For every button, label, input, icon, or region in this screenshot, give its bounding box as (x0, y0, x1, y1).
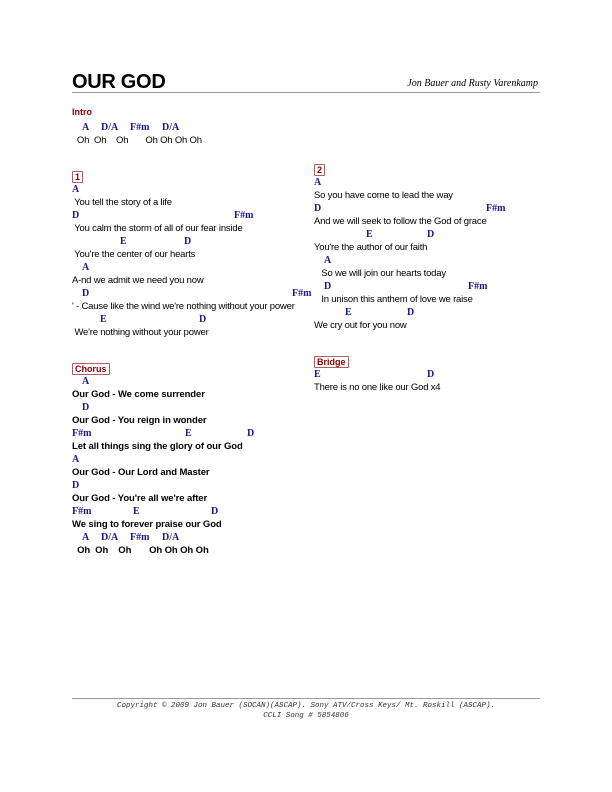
section-label-row (72, 167, 312, 183)
chord: D/A (162, 532, 180, 543)
lyric: You're the center of our hearts (72, 249, 196, 260)
song-line (314, 176, 544, 202)
section-label-row (314, 160, 544, 176)
chord: D (314, 203, 322, 214)
section-bridge (314, 352, 544, 394)
lyric: You calm the storm of all of our fear inside (72, 223, 243, 234)
chord-row (314, 368, 544, 381)
copyright-text: Copyright © 2009 Jon Bauer (SOCAN)(ASCAP). Sony ATV/Cross Keys/ Mt. Roskill (ASCAP). (116, 702, 496, 710)
chord: F#m (234, 210, 254, 221)
chord: D (427, 229, 435, 240)
chord: D/A (101, 532, 119, 543)
song-line (72, 427, 312, 453)
lyric: Our God - You reign in wonder (72, 415, 207, 426)
chord-row (72, 531, 312, 544)
chord: D (324, 281, 332, 292)
song-line (72, 375, 312, 401)
chord: F#m (72, 506, 92, 517)
lyric: So you have come to lead the way (314, 190, 453, 201)
chord: E (100, 314, 107, 325)
left-column (72, 106, 312, 557)
chord-row (72, 453, 312, 466)
section-lines (72, 121, 312, 147)
chord-row (72, 121, 312, 134)
section-label-row (72, 359, 312, 375)
chord-row (314, 254, 544, 267)
chord: F#m (468, 281, 488, 292)
chord: A (314, 177, 322, 188)
section-lines (314, 368, 544, 394)
chord-row (72, 209, 312, 222)
chord: D (184, 236, 192, 247)
chord: D (72, 210, 80, 221)
chord: A (324, 255, 332, 266)
section-lines (72, 375, 312, 557)
lyric: Let all things sing the glory of our God (72, 441, 243, 452)
song-line (72, 287, 312, 313)
right-column (314, 160, 544, 394)
chord: E (345, 307, 352, 318)
song-line (314, 254, 544, 280)
chord-row (72, 401, 312, 414)
chord-row (314, 280, 544, 293)
lyric: A-nd we admit we need you now (72, 275, 204, 286)
chord: F#m (130, 122, 150, 133)
song-header (72, 72, 540, 93)
lyric: And we will seek to follow the God of grace (314, 216, 487, 227)
chord: A (82, 262, 90, 273)
chord: D (407, 307, 415, 318)
chord: D (211, 506, 219, 517)
lyric: There is no one like our God x4 (314, 382, 441, 393)
chord-row (72, 313, 312, 326)
chord-row (72, 427, 312, 440)
song-line (72, 479, 312, 505)
song-line (72, 505, 312, 531)
copyright-footer (72, 698, 540, 721)
section-intro (72, 106, 312, 147)
song-line (72, 261, 312, 287)
section-label-bridge: Bridge (314, 356, 349, 368)
song-line (72, 209, 312, 235)
section-label-intro: Intro (72, 107, 92, 117)
chord: A (82, 532, 90, 543)
chord-row (314, 202, 544, 215)
song-title: OUR GOD (72, 71, 166, 93)
lyric: In unison this anthem of love we raise (314, 294, 473, 305)
section-verse-1 (72, 167, 312, 339)
lyric: We cry out for you now (314, 320, 407, 331)
lyric: Our God - We come surrender (72, 389, 205, 400)
chord-row (72, 261, 312, 274)
chord: E (185, 428, 192, 439)
chord: E (366, 229, 373, 240)
chord: F#m (292, 288, 312, 299)
ccli-number: CCLI Song # 5854806 (263, 712, 349, 720)
chord: D (82, 288, 90, 299)
song-line (314, 202, 544, 228)
song-line (314, 280, 544, 306)
chord-row (72, 235, 312, 248)
song-line (314, 228, 544, 254)
chord: E (133, 506, 140, 517)
lyric: You're the author of our faith (314, 242, 428, 253)
chord-row (314, 176, 544, 189)
chord-row (314, 306, 544, 319)
lyric: So we will join our hearts today (314, 268, 446, 279)
song-line (72, 401, 312, 427)
chord: D/A (101, 122, 119, 133)
lyric: We sing to forever praise our God (72, 519, 222, 530)
chord: D (427, 369, 435, 380)
song-authors: Jon Bauer and Rusty Varenkamp (407, 78, 538, 89)
section-label-verse-1: 1 (72, 171, 83, 183)
chord: F#m (130, 532, 150, 543)
chord-row (314, 228, 544, 241)
section-label-chorus: Chorus (72, 363, 110, 375)
chord: D (247, 428, 255, 439)
chord-row (72, 183, 312, 196)
chord: D (199, 314, 207, 325)
chord: F#m (72, 428, 92, 439)
chord: A (82, 376, 90, 387)
lyric: We're nothing without your power (72, 327, 209, 338)
chord-row (72, 505, 312, 518)
section-label-verse-2: 2 (314, 164, 325, 176)
lyric: Oh Oh Oh Oh Oh Oh Oh (72, 545, 209, 556)
chord: E (314, 369, 321, 380)
lyric: Our God - You're all we're after (72, 493, 208, 504)
song-line (72, 531, 312, 557)
section-verse-2 (314, 160, 544, 332)
song-line (72, 453, 312, 479)
chord: D (82, 402, 90, 413)
chord: D/A (162, 122, 180, 133)
chord: F#m (486, 203, 506, 214)
chord-row (72, 375, 312, 388)
song-line (72, 183, 312, 209)
lyric: You tell the story of a life (72, 197, 172, 208)
song-line (72, 313, 312, 339)
section-chorus (72, 359, 312, 557)
lyric: Our God - Our Lord and Master (72, 467, 210, 478)
song-line (314, 368, 544, 394)
chord: E (120, 236, 127, 247)
chord: A (82, 122, 90, 133)
chord-row (72, 479, 312, 492)
chord: A (72, 454, 80, 465)
section-lines (314, 176, 544, 332)
song-line (72, 121, 312, 147)
song-line (72, 235, 312, 261)
chord: A (72, 184, 80, 195)
lyric: Oh Oh Oh Oh Oh Oh Oh (72, 135, 202, 146)
lyric: ' - Cause like the wind we're nothing without your power (72, 301, 295, 312)
chord-row (72, 287, 312, 300)
chord: D (72, 480, 80, 491)
section-label-row (314, 352, 544, 368)
song-line (314, 306, 544, 332)
section-lines (72, 183, 312, 339)
